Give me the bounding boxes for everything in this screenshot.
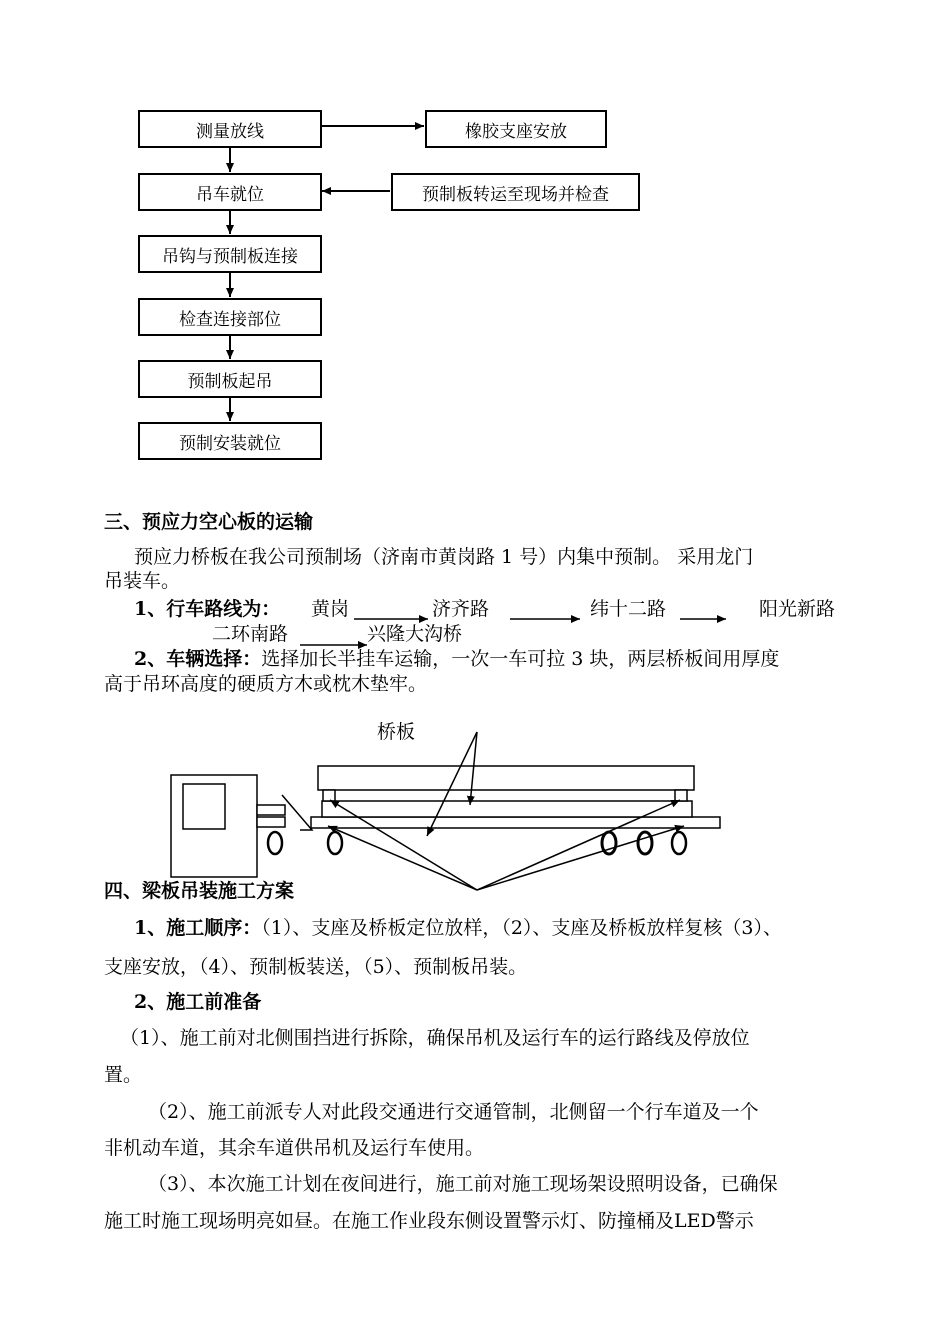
order-line2: 支座安放，（4）、预制板装送，（5）、预制板吊装。: [104, 956, 528, 978]
prep-p2-line2: 非机动车道，其余车道供吊机及运行车使用。: [104, 1137, 485, 1159]
truck-hitch: [257, 805, 285, 815]
flow-side-step-1: 橡胶支座安放: [425, 110, 607, 148]
flow-side-step-2: 预制板转运至现场并检查: [391, 173, 640, 211]
vehicle-text: 选择加长半挂车运输，一次一车可拉 3 块，两层桥板间用厚度: [261, 648, 780, 670]
vehicle-line2: 高于吊环高度的硬质方木或枕木垫牢。: [104, 673, 428, 695]
route-stop-4: 阳光新路: [759, 598, 836, 620]
bridge-slab-lower: [322, 801, 692, 817]
route-stop-6: 兴隆大沟桥: [367, 623, 463, 645]
pointer-block-right-lower: [477, 826, 684, 890]
bridge-slab-upper: [318, 766, 694, 790]
flow-step-2: 吊车就位: [138, 173, 322, 211]
prep-p1-line1: （1）、施工前对北侧围挡进行拆除，确保吊机及运行车的运行路线及停放位: [120, 1027, 750, 1049]
route-stop-3: 纬十二路: [590, 598, 667, 620]
section3-heading: 三、预应力空心板的运输: [104, 511, 314, 533]
truck-window: [183, 784, 225, 829]
wheel-4: [638, 832, 652, 854]
truck-coupler: [282, 795, 312, 830]
section3-para1-line2: 吊装车。: [104, 570, 181, 592]
truck-hitch-lower: [257, 817, 285, 827]
route-stop-2: 济齐路: [432, 598, 490, 620]
flow-step-4: 检查连接部位: [138, 298, 322, 336]
order-label: 1、施工顺序：: [134, 917, 262, 939]
wheel-5: [672, 832, 686, 854]
vehicle-label: 2、车辆选择：: [134, 648, 262, 670]
flow-step-3: 吊钩与预制板连接: [138, 235, 322, 273]
flow-step-5: 预制板起吊: [138, 360, 322, 398]
wood-block-right: [675, 790, 687, 801]
route-label: 1、行车路线为：: [134, 598, 281, 620]
flow-step-1: 测量放线: [138, 110, 322, 148]
route-stop-5: 二环南路: [212, 623, 289, 645]
wood-block-left: [323, 790, 335, 801]
prep-p2-line1: （2）、施工前派专人对此段交通进行交通管制，北侧留一个行车道及一个: [148, 1101, 759, 1123]
order-line1: [134, 911, 782, 945]
route-stop-1: 黄岗: [311, 598, 350, 620]
wheel-1: [268, 832, 282, 854]
prep-heading: 2、施工前准备: [134, 991, 262, 1013]
prep-p3-line2: 施工时施工现场明亮如昼。在施工作业段东侧设置警示灯、防撞桶及LED警示: [104, 1210, 754, 1232]
section3-para1-line1: 预应力桥板在我公司预制场（济南市黄岗路 1 号）内集中预制。 采用龙门: [134, 546, 754, 568]
section4-heading: 四、梁板吊装施工方案: [104, 880, 295, 902]
truck-label: 桥板: [377, 721, 416, 743]
order-text: （1）、支座及桥板定位放样，（2）、支座及桥板放样复核（3）、: [261, 917, 783, 939]
pointer-block-left-lower: [328, 826, 477, 890]
prep-p3-line1: （3）、本次施工计划在夜间进行，施工前对施工现场架设照明设备，已确保: [148, 1173, 778, 1195]
flow-step-6: 预制安装就位: [138, 422, 322, 460]
wheel-2: [328, 832, 342, 854]
prep-p1-line2: 置。: [104, 1064, 143, 1086]
